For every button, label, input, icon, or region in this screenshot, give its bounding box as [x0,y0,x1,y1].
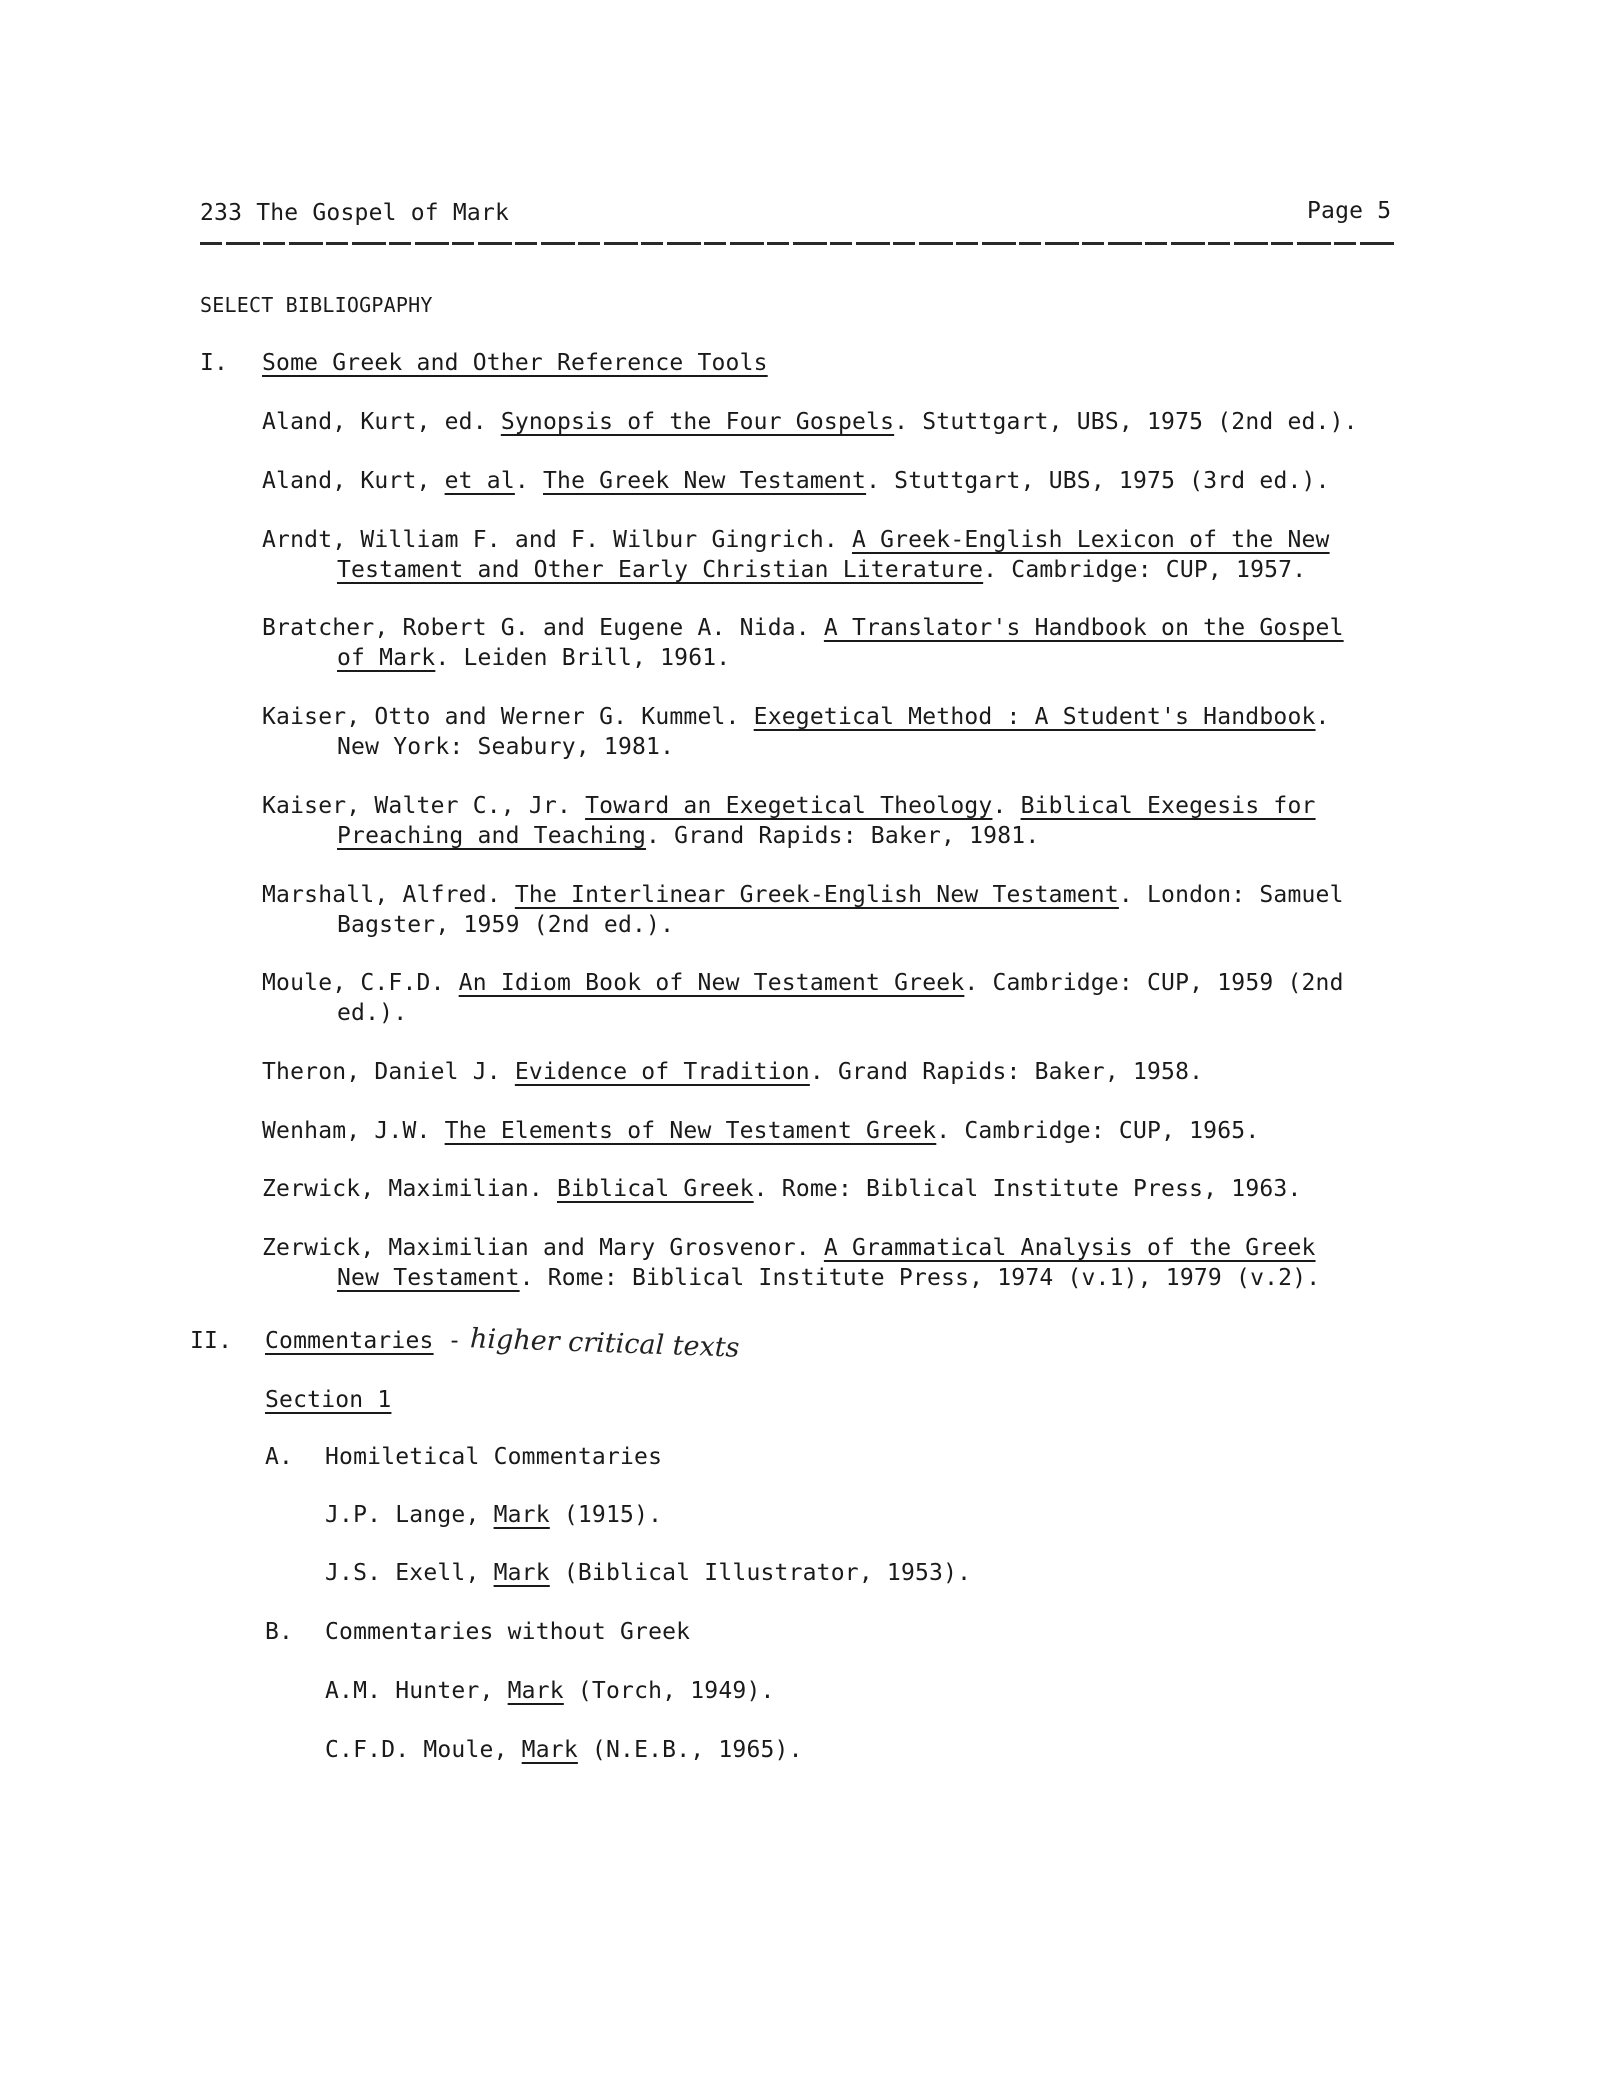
bib-entry-continuation: of Mark. Leiden Brill, 1961. [337,645,731,671]
bib-entry-continuation: Testament and Other Early Christian Literature. Cambridge: CUP, 1957. [337,557,1307,583]
commentary-item: A.M. Hunter, Mark (Torch, 1949). [325,1678,775,1704]
section-1-title: Some Greek and Other Reference Tools [262,350,768,376]
bib-entry-continuation: New York: Seabury, 1981. [337,734,675,760]
header-page-number: Page 5 [1307,198,1392,224]
bib-entry: Aland, Kurt, et al. The Greek New Testament. Stuttgart, UBS, 1975 (3rd ed.). [262,468,1330,494]
section-2-numeral: II. [190,1328,233,1354]
bib-entry-continuation: Preaching and Teaching. Grand Rapids: Baker, 1981. [337,823,1040,849]
bib-entry: Kaiser, Walter C., Jr. Toward an Exegetical Theology. Biblical Exegesis for [262,793,1316,819]
bib-entry: Kaiser, Otto and Werner G. Kummel. Exegetical Method : A Student's Handbook. [262,704,1330,730]
section-1-numeral: I. [200,350,229,376]
handwritten-annotation: higher critical texts [469,1323,740,1364]
bib-entry: Zerwick, Maximilian and Mary Grosvenor. A Grammatical Analysis of the Greek [262,1235,1316,1261]
bib-entry: Marshall, Alfred. The Interlinear Greek-English New Testament. London: Samuel [262,882,1344,908]
bib-entry: Aland, Kurt, ed. Synopsis of the Four Gospels. Stuttgart, UBS, 1975 (2nd ed.). [262,409,1358,435]
group-b-title: Commentaries without Greek [325,1619,691,1645]
group-b-letter: B. [265,1619,294,1645]
bib-entry: Moule, C.F.D. An Idiom Book of New Testament Greek. Cambridge: CUP, 1959 (2nd [262,970,1344,996]
bib-entry: Wenham, J.W. The Elements of New Testament Greek. Cambridge: CUP, 1965. [262,1118,1260,1144]
section-2-title-line: Commentaries - [265,1328,462,1354]
subsection-heading: Section 1 [265,1387,392,1413]
bib-entry: Zerwick, Maximilian. Biblical Greek. Rome: Biblical Institute Press, 1963. [262,1176,1302,1202]
header-divider [200,242,1396,245]
commentary-item: C.F.D. Moule, Mark (N.E.B., 1965). [325,1737,803,1763]
bib-entry: Bratcher, Robert G. and Eugene A. Nida. A Translator's Handbook on the Gospel [262,615,1344,641]
bibliography-heading: SELECT BIBLIOGPAPHY [200,293,433,317]
bib-entry-continuation: ed.). [337,1000,408,1026]
bib-entry-continuation: Bagster, 1959 (2nd ed.). [337,912,675,938]
bib-entry: Theron, Daniel J. Evidence of Tradition. Grand Rapids: Baker, 1958. [262,1059,1204,1085]
group-a-letter: A. [265,1444,294,1470]
header-course-title: 233 The Gospel of Mark [200,200,510,226]
commentary-item: J.S. Exell, Mark (Biblical Illustrator, 1953). [325,1560,972,1586]
bib-entry-continuation: New Testament. Rome: Biblical Institute Press, 1974 (v.1), 1979 (v.2). [337,1265,1321,1291]
commentary-item: J.P. Lange, Mark (1915). [325,1502,663,1528]
bib-entry: Arndt, William F. and F. Wilbur Gingrich. A Greek-English Lexicon of the New [262,527,1330,553]
group-a-title: Homiletical Commentaries [325,1444,663,1470]
